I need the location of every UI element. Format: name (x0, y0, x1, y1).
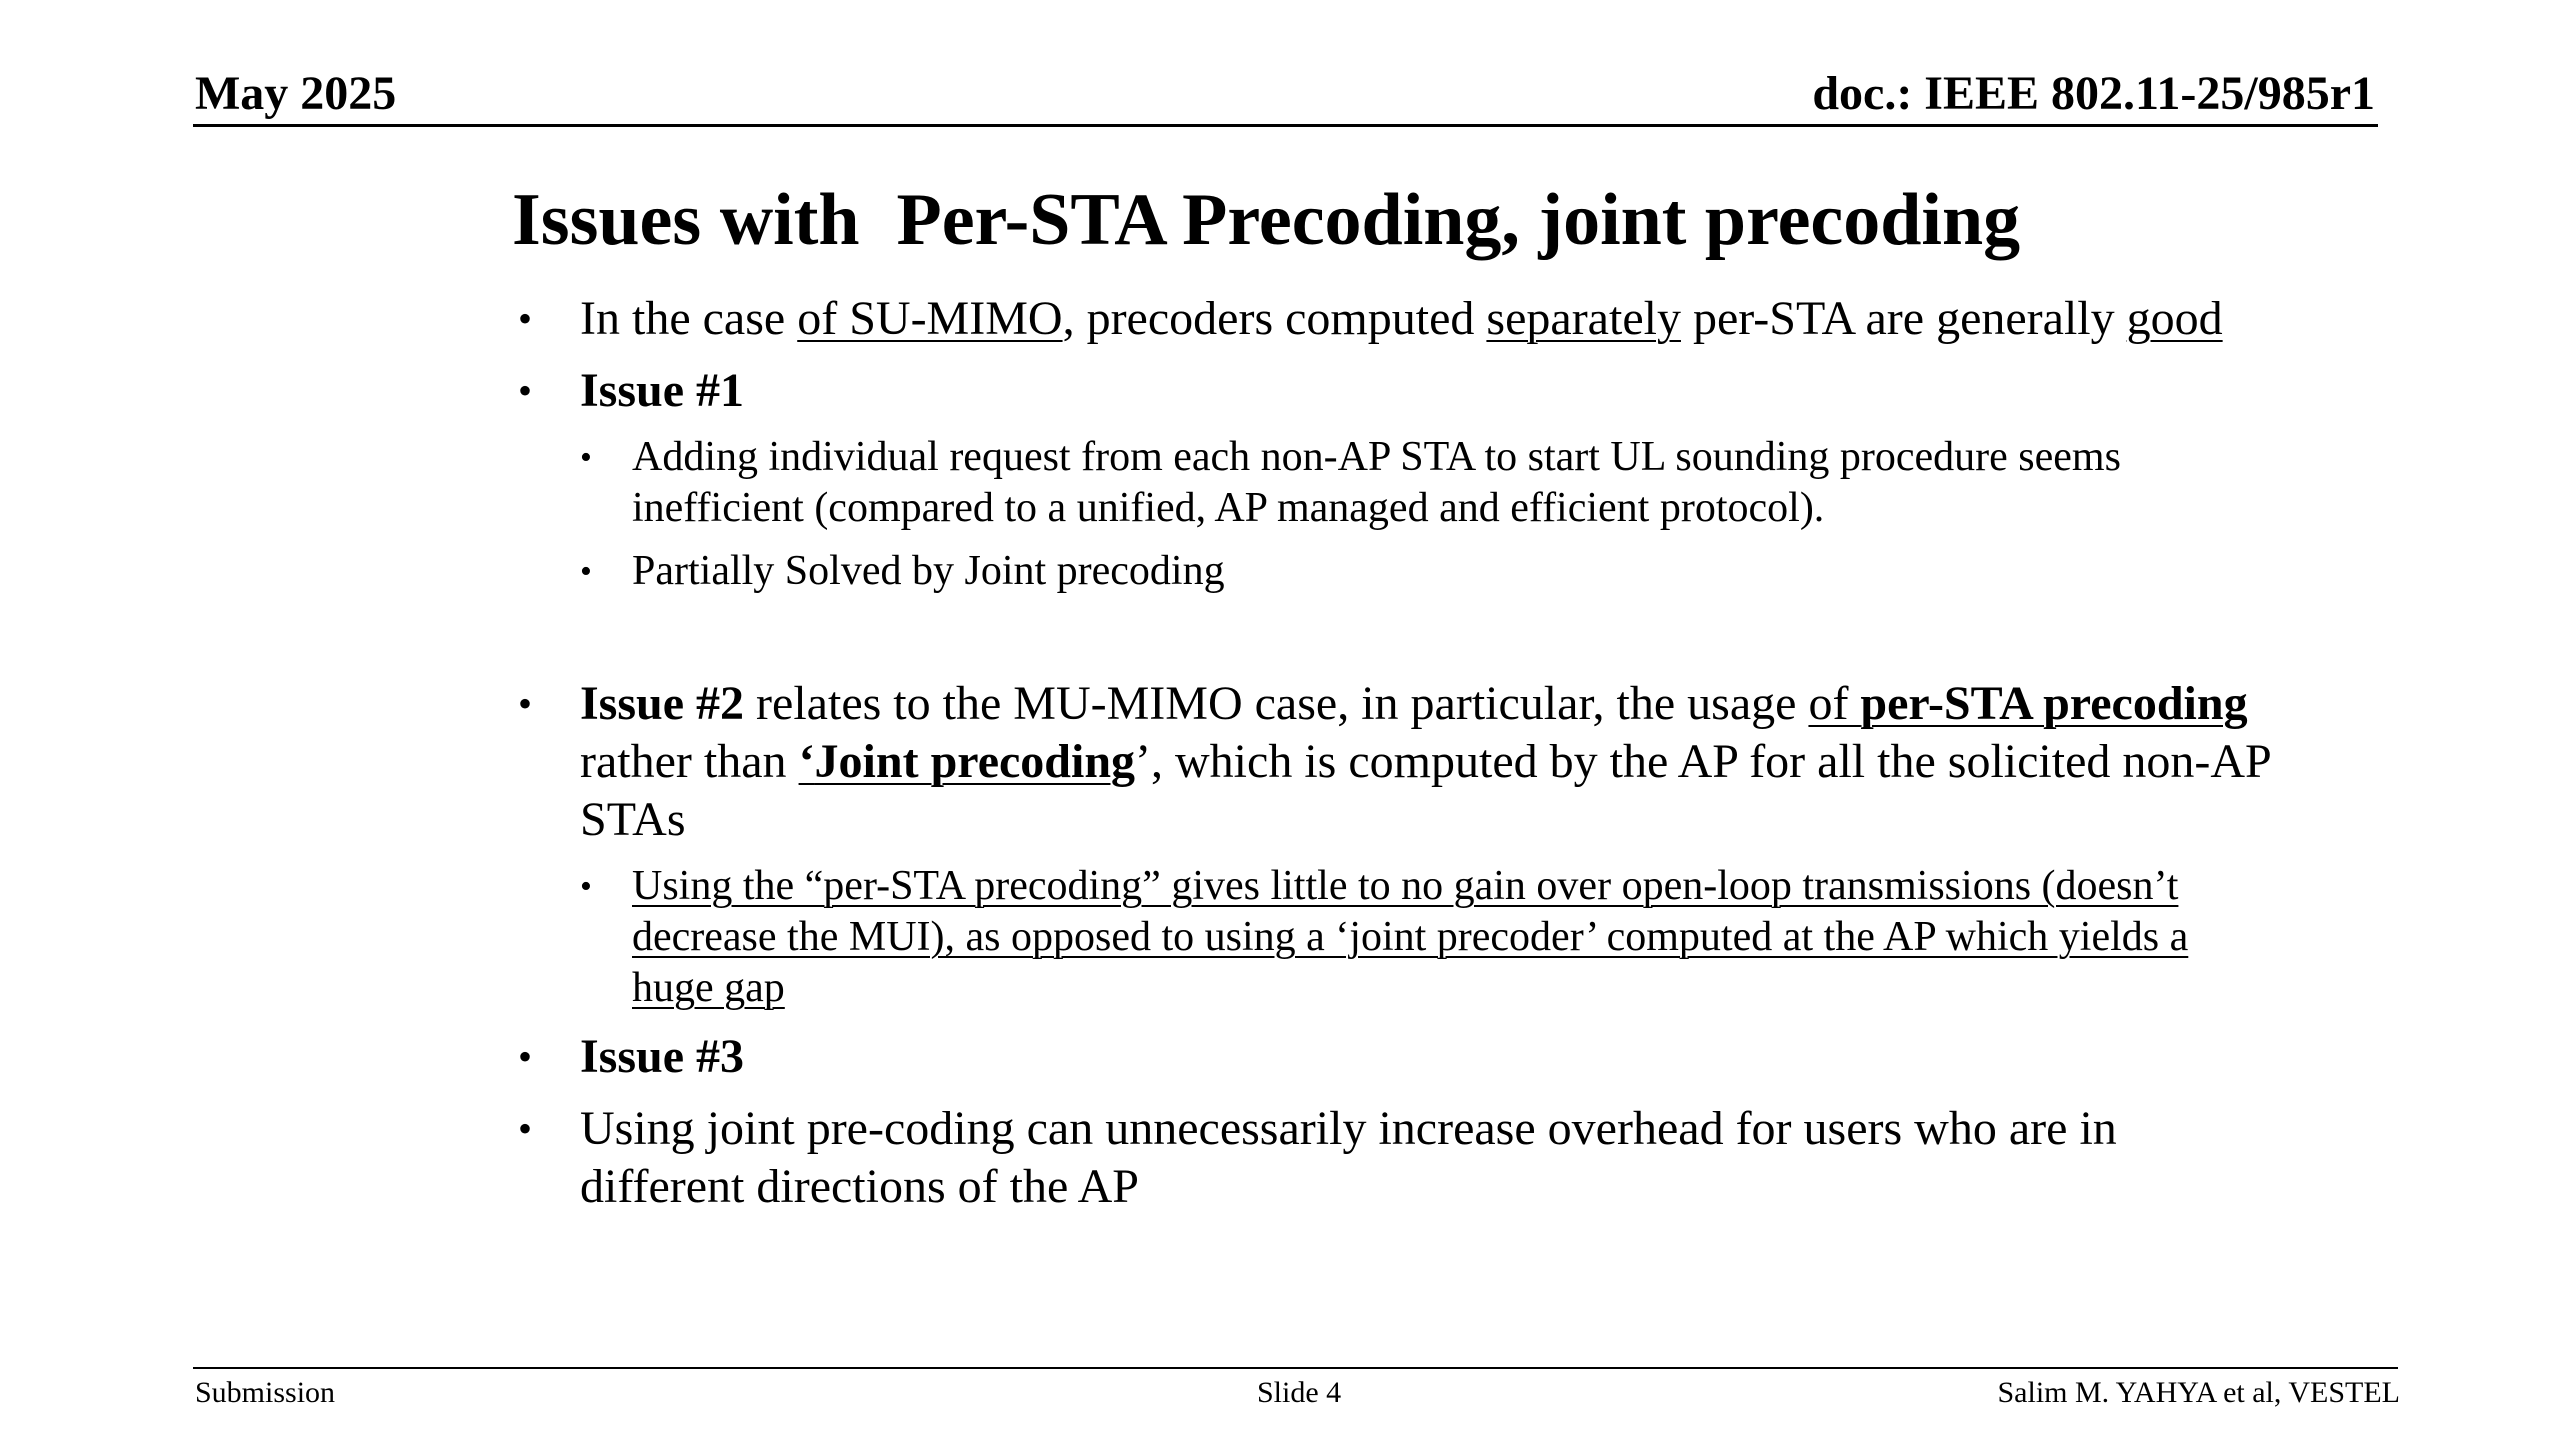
spacer (512, 611, 2272, 661)
sub-bullet (580, 546, 2272, 597)
issue-label: Issue #3 (580, 1030, 745, 1083)
bullet-issue-2 (512, 675, 2272, 1014)
issue-label: Issue #2 (580, 677, 745, 730)
footer-author: Salim M. YAHYA et al, VESTEL (1997, 1376, 2400, 1409)
bullet-text-underlined: separately (1486, 292, 1681, 345)
bullet-su-mimo (512, 290, 2272, 348)
bullet-text-bold-underlined: Joint precoding (814, 735, 1136, 788)
bullet-text: per-STA are generally (1680, 292, 2127, 345)
bullet-issue-3 (512, 1028, 2272, 1086)
bullet-dot-icon: • (518, 1106, 533, 1151)
bullet-dot-icon: • (518, 681, 533, 726)
sub-bullet-list (580, 432, 2272, 597)
bullet-text-underlined: good (2126, 292, 2223, 345)
bullet-text-bold-underlined: per-STA precoding (1860, 677, 2248, 730)
bullet-text: In the case (580, 292, 798, 345)
sub-bullet-text: Partially Solved by Joint precoding (632, 548, 1225, 594)
footer-divider (193, 1367, 2398, 1369)
sub-bullet-text: Adding individual request from each non-AP STA to start UL sounding procedure seems inefficient (compared to a unified, AP managed and efficient protocol). (632, 434, 2121, 531)
sub-bullet-list (580, 861, 2272, 1014)
bullet-dot-icon: • (580, 439, 592, 476)
bullet-text: relates to the MU-MIMO case, in particular, the usage (744, 677, 1809, 730)
footer-slide-number: Slide 4 (1257, 1376, 1342, 1409)
bullet-joint-precoding-overhead (512, 1100, 2272, 1216)
bullet-text: ’, which is computed by the AP for all the solicited non-AP STAs (580, 735, 2270, 846)
bullet-text-bold-underlined: ‘ (798, 735, 815, 788)
header-doc-id: doc.: IEEE 802.11-25/985r1 (1812, 67, 2375, 120)
bullet-text: , precoders computed (1062, 292, 1487, 345)
bullet-dot-icon: • (580, 553, 592, 590)
slide-title: Issues with Per-STA Precoding, joint precoding (512, 179, 2021, 261)
bullet-dot-icon: • (518, 296, 533, 341)
bullet-dot-icon: • (580, 868, 592, 905)
sub-bullet-text-underlined: Using the “per-STA precoding” gives little to no gain over open-loop transmissions (doesn’t decrease the MUI), as opposed to using a ‘joint precoder’ computed at the AP which yields a huge gap (632, 863, 2189, 1011)
bullet-dot-icon: • (518, 368, 533, 413)
bullet-issue-1 (512, 362, 2272, 597)
header-divider (193, 124, 2378, 127)
header-date: May 2025 (195, 67, 397, 120)
slide-body (512, 290, 2272, 1230)
sub-bullet (580, 861, 2272, 1014)
issue-label: Issue #1 (580, 364, 745, 417)
footer-submission: Submission (195, 1376, 336, 1409)
bullet-list (512, 290, 2272, 1216)
bullet-text: Using joint pre-coding can unnecessarily increase overhead for users who are in different directions of the AP (580, 1102, 2117, 1213)
sub-bullet (580, 432, 2272, 534)
bullet-text-underlined: of SU-MIMO (797, 292, 1063, 345)
bullet-dot-icon: • (518, 1034, 533, 1079)
bullet-text: rather than (580, 735, 799, 788)
bullet-text-underlined: of (1808, 677, 1861, 730)
